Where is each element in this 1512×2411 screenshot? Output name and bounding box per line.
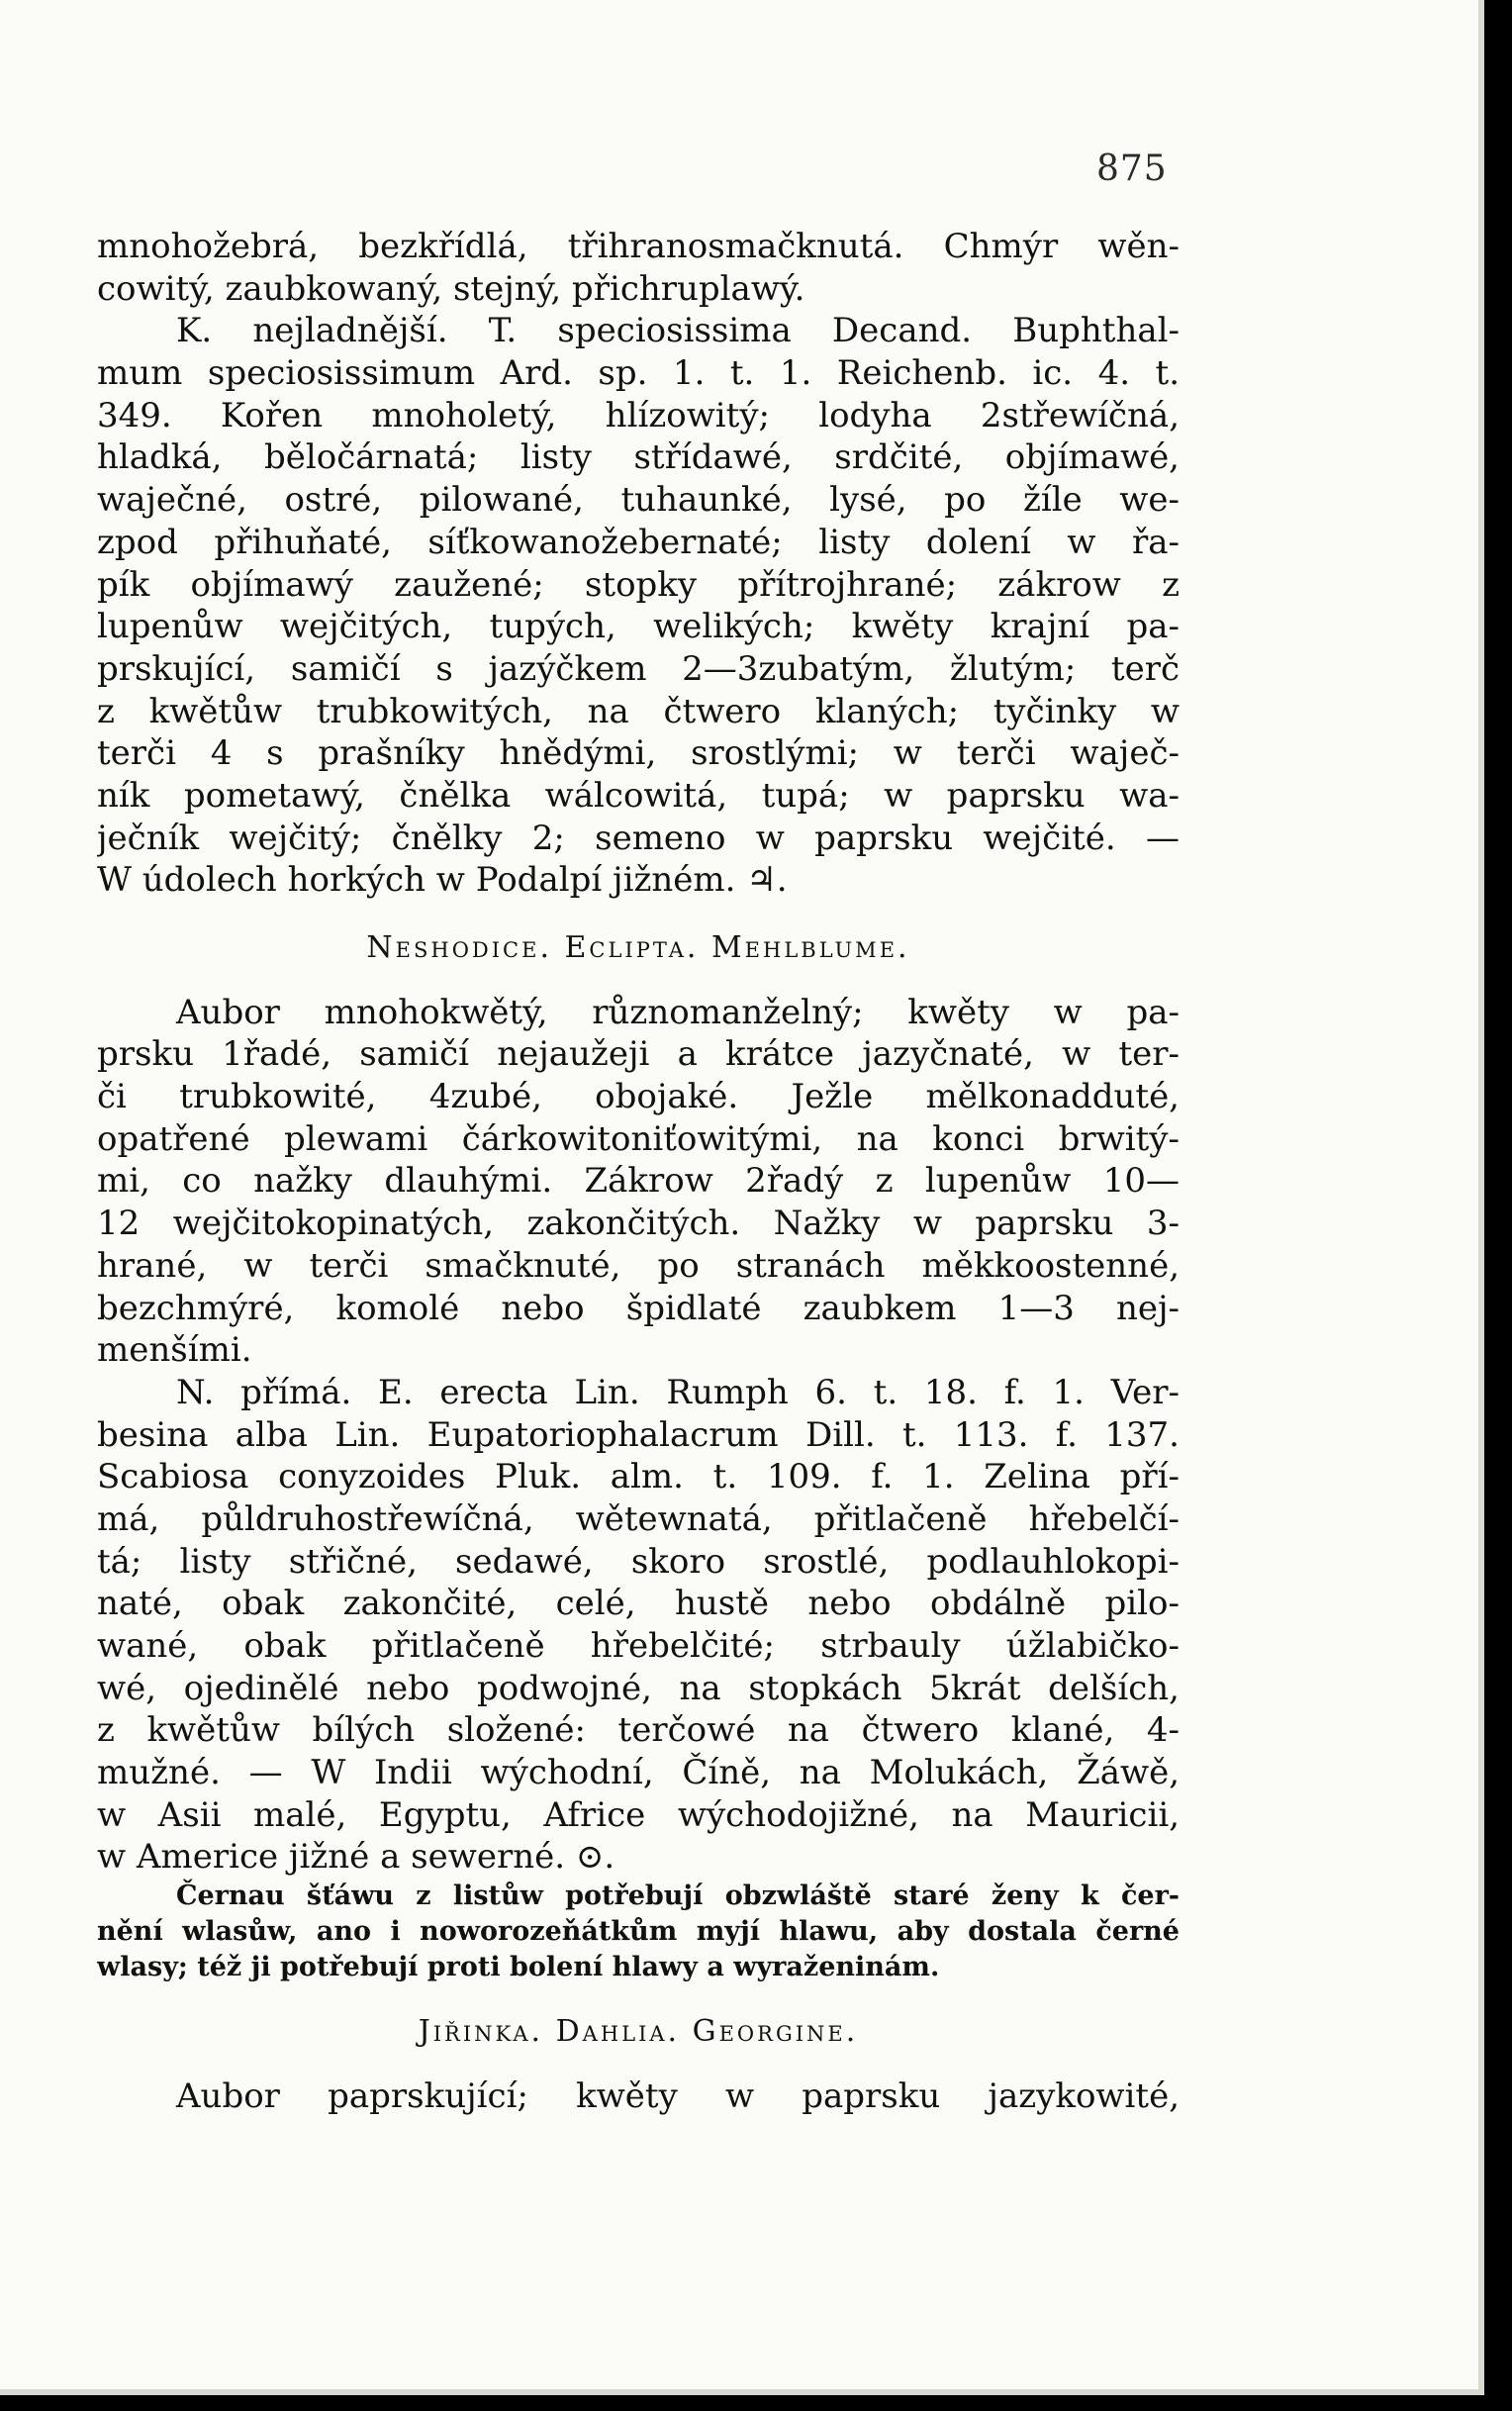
- text-line: opatřené plewami čárkowitoniťowitými, na konci brwitý-: [97, 1118, 1180, 1159]
- text-line: w Americe jižné a sewerné. ⊙.: [97, 1837, 615, 1878]
- text-line: besina alba Lin. Eupatoriophalacrum Dill. t. 113. f. 137.: [97, 1414, 1180, 1455]
- text-line: z kwětůw bílých složené: terčowé na čtwero klané, 4-: [97, 1710, 1180, 1751]
- text-line: Aubor paprskující; kwěty w paprsku jazykowité,: [176, 2075, 1180, 2116]
- text-line: wé, ojedinělé nebo podwojné, na stopkách 5krát delších,: [97, 1668, 1180, 1708]
- text-line: prskující, samičí s jazýčkem 2—3zubatým, žlutým; terč: [97, 648, 1180, 689]
- text-line: w Asii malé, Egyptu, Africe wýchodojižné, na Mauricii,: [97, 1794, 1180, 1835]
- footnote-line: nění wlasůw, ano i noworozeňátkům myjí hlawu, aby dostala černé: [97, 1916, 1180, 1948]
- text-line: ječník wejčitý; čnělky 2; semeno w paprsku wejčité. —: [97, 818, 1180, 858]
- text-line: Scabiosa conyzoides Pluk. alm. t. 109. f. 1. Zelina pří-: [97, 1457, 1180, 1497]
- text-line: či trubkowité, 4zubé, obojaké. Ježle mělkonadduté,: [97, 1077, 1180, 1117]
- text-line: K. nejladnější. T. speciosissima Decand. Buphthal-: [176, 311, 1180, 351]
- text-line: bezchmýré, komolé nebo špidlaté zaubkem 1—3 nej-: [97, 1288, 1180, 1328]
- text-line: terči 4 s prašníky hnědými, srostlými; w terči waječ-: [97, 733, 1180, 774]
- text-line: lupenůw wejčitých, tupých, welikých; kwěty krajní pa-: [97, 607, 1180, 647]
- text-line: hrané, w terči smačknuté, po stranách měkkoostenné,: [97, 1245, 1180, 1286]
- text-line: N. přímá. E. erecta Lin. Rumph 6. t. 18. f. 1. Ver-: [176, 1372, 1180, 1412]
- text-line: waječné, ostré, pilowané, tuhaunké, lysé, po žíle we-: [97, 480, 1180, 521]
- text-line: má, půldruhostřewíčná, wětewnatá, přitlačeně hřebelčí-: [97, 1498, 1180, 1539]
- text-line: mužné. — W Indii wýchodní, Číně, na Molukách, Žáwě,: [97, 1753, 1180, 1793]
- text-line: hladká, běločárnatá; listy střídawé, srdčité, objímawé,: [97, 437, 1180, 478]
- text-line: zpod přihuňaté, síťkowanožebernaté; listy dolení w řa-: [97, 522, 1180, 562]
- text-line: naté, obak zakončité, celé, hustě nebo obdálně pilo-: [97, 1584, 1180, 1624]
- text-line: tá; listy střičné, sedawé, skoro srostlé, podlauhlokopi-: [97, 1541, 1180, 1582]
- text-line: 349. Kořen mnoholetý, hlízowitý; lodyha 2střewíčná,: [97, 395, 1180, 435]
- text-line: prsku 1řadé, samičí nejaužeji a krátce jazyčnaté, w ter-: [97, 1034, 1180, 1075]
- text-line: pík objímawý zaužené; stopky přítrojhrané; zákrow z: [97, 564, 1180, 605]
- text-line: W údolech horkých w Podalpí jižném. ♃.: [97, 860, 788, 901]
- text-line: mnohožebrá, bezkřídlá, třihranosmačknutá. Chmýr wěn-: [97, 227, 1180, 266]
- text-line: mum speciosissimum Ard. sp. 1. t. 1. Reichenb. ic. 4. t.: [97, 353, 1180, 394]
- text-line: wané, obak přitlačeně hřebelčité; strbauly úžlabičko-: [97, 1626, 1180, 1666]
- section-heading: Jiřinka. Dahlia. Georgine.: [418, 2014, 859, 2050]
- text-line: 12 wejčitokopinatých, zakončitých. Nažky w paprsku 3-: [97, 1204, 1180, 1244]
- text-line: z kwětůw trubkowitých, na čtwero klaných; tyčinky w: [97, 691, 1180, 731]
- text-line: mi, co nažky dlauhými. Zákrow 2řadý z lupenůw 10—: [97, 1161, 1180, 1202]
- text-line: menšími.: [97, 1330, 252, 1371]
- footnote-line: wlasy; též ji potřebují proti bolení hlawy a wyraženinám.: [97, 1952, 940, 1983]
- footnote-line: Černau šťáwu z listůw potřebují obzwláště staré ženy k čer-: [176, 1881, 1180, 1912]
- text-line: cowitý, zaubkowaný, stejný, přichruplawý.: [97, 268, 805, 309]
- text-line: Aubor mnohokwětý, různomanželný; kwěty w pa-: [176, 992, 1180, 1032]
- body-text: [97, 226, 1180, 2118]
- section-heading: Neshodice. Eclipta. Mehlblume.: [366, 930, 910, 965]
- page-number: 875: [1096, 148, 1168, 189]
- text-line: ník pometawý, čnělka wálcowitá, tupá; w paprsku wa-: [97, 775, 1180, 816]
